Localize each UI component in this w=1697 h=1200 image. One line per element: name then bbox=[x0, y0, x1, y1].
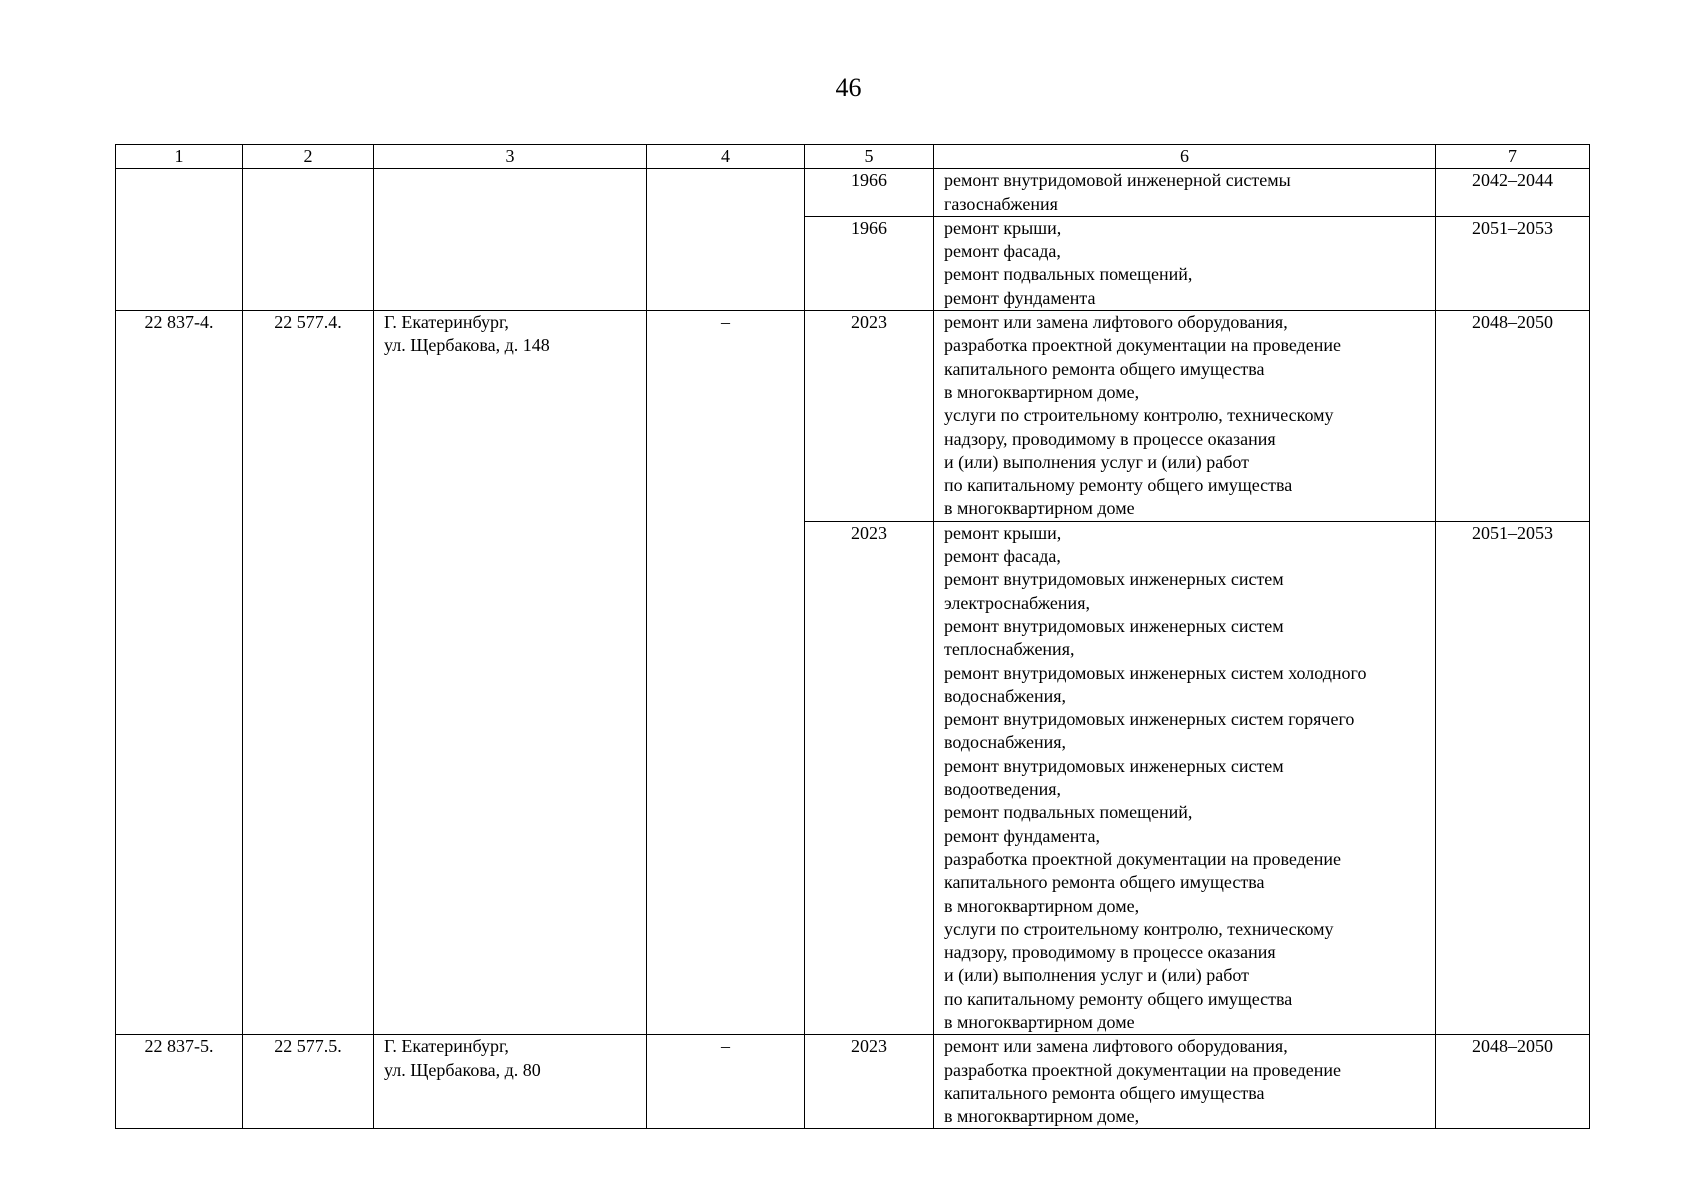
header-col-3: 3 bbox=[374, 145, 647, 169]
work-item: по капитальному ремонту общего имущества bbox=[944, 475, 1293, 496]
address-cell bbox=[374, 311, 647, 1035]
page-number: 46 bbox=[835, 73, 862, 102]
address-line: Г. Екатеринбург, bbox=[384, 1036, 509, 1057]
work-item: в многоквартирном доме, bbox=[944, 381, 1140, 402]
work-item: разработка проектной документации на проведение bbox=[944, 1059, 1342, 1080]
work-item: ремонт фундамента, bbox=[944, 825, 1100, 846]
header-col-5: 5 bbox=[805, 145, 934, 169]
year-cell: 2023 bbox=[805, 1035, 934, 1129]
work-item: водоснабжения, bbox=[944, 685, 1067, 706]
works-cell bbox=[934, 1035, 1436, 1129]
work-item: ремонт внутридомовых инженерных систем горячего bbox=[944, 709, 1355, 730]
work-item: газоснабжения bbox=[944, 193, 1058, 214]
table-row bbox=[116, 169, 1590, 217]
work-item: в многоквартирном доме bbox=[944, 498, 1135, 519]
work-item: в многоквартирном доме, bbox=[944, 895, 1140, 916]
address-line: ул. Щербакова, д. 80 bbox=[384, 1059, 541, 1080]
work-item: разработка проектной документации на проведение bbox=[944, 335, 1342, 356]
work-item: надзору, проводимому в процессе оказания bbox=[944, 428, 1276, 449]
record-number-cell: 22 837-4. bbox=[116, 311, 243, 1035]
year-cell: 2023 bbox=[805, 521, 934, 1035]
header-col-7: 7 bbox=[1436, 145, 1590, 169]
work-item: ремонт внутридомовых инженерных систем bbox=[944, 569, 1284, 590]
work-item: надзору, проводимому в процессе оказания bbox=[944, 942, 1276, 963]
table-row bbox=[116, 1035, 1590, 1129]
work-item: ремонт фундамента bbox=[944, 287, 1096, 308]
work-item: ремонт или замена лифтового оборудования, bbox=[944, 312, 1288, 333]
work-item: водоснабжения, bbox=[944, 732, 1067, 753]
works-cell bbox=[934, 216, 1436, 310]
period-cell: 2048–2050 bbox=[1436, 311, 1590, 522]
work-item: услуги по строительному контролю, техническому bbox=[944, 405, 1334, 426]
column-4-cell: – bbox=[647, 1035, 805, 1129]
work-item: капитального ремонта общего имущества bbox=[944, 358, 1265, 379]
work-item: капитального ремонта общего имущества bbox=[944, 1082, 1265, 1103]
work-item: теплоснабжения, bbox=[944, 639, 1075, 660]
work-item: разработка проектной документации на проведение bbox=[944, 848, 1342, 869]
works-cell bbox=[934, 521, 1436, 1035]
work-item: ремонт внутридомовой инженерной системы bbox=[944, 170, 1291, 191]
period-cell: 2048–2050 bbox=[1436, 1035, 1590, 1129]
year-cell: 1966 bbox=[805, 169, 934, 217]
header-col-1: 1 bbox=[116, 145, 243, 169]
work-item: ремонт внутридомовых инженерных систем bbox=[944, 755, 1284, 776]
record-number-cell bbox=[116, 169, 243, 311]
works-cell bbox=[934, 169, 1436, 217]
work-item: ремонт внутридомовых инженерных систем bbox=[944, 615, 1284, 636]
period-cell: 2051–2053 bbox=[1436, 216, 1590, 310]
work-item: капитального ремонта общего имущества bbox=[944, 872, 1265, 893]
header-col-2: 2 bbox=[243, 145, 374, 169]
work-item: ремонт подвальных помещений, bbox=[944, 802, 1193, 823]
year-cell: 1966 bbox=[805, 216, 934, 310]
work-item: и (или) выполнения услуг и (или) работ bbox=[944, 451, 1250, 472]
header-row bbox=[116, 145, 1590, 169]
work-item: ремонт подвальных помещений, bbox=[944, 264, 1193, 285]
work-item: ремонт или замена лифтового оборудования, bbox=[944, 1036, 1288, 1057]
work-item: ремонт фасада, bbox=[944, 241, 1061, 262]
header-col-4: 4 bbox=[647, 145, 805, 169]
work-item: водоотведения, bbox=[944, 779, 1061, 800]
house-number-cell: 22 577.5. bbox=[243, 1035, 374, 1129]
work-item: и (или) выполнения услуг и (или) работ bbox=[944, 965, 1250, 986]
house-number-cell bbox=[243, 169, 374, 311]
work-item: электроснабжения, bbox=[944, 592, 1090, 613]
column-4-cell bbox=[647, 169, 805, 311]
work-item: ремонт фасада, bbox=[944, 546, 1061, 567]
capital-repair-table bbox=[115, 144, 1590, 1129]
address-cell bbox=[374, 1035, 647, 1129]
header-col-6: 6 bbox=[934, 145, 1436, 169]
column-4-cell: – bbox=[647, 311, 805, 1035]
work-item: ремонт внутридомовых инженерных систем холодного bbox=[944, 662, 1367, 683]
works-cell bbox=[934, 311, 1436, 522]
work-item: услуги по строительному контролю, техническому bbox=[944, 918, 1334, 939]
address-line: Г. Екатеринбург, bbox=[384, 312, 509, 333]
work-item: ремонт крыши, bbox=[944, 217, 1062, 238]
table-body bbox=[116, 169, 1590, 1129]
address-cell bbox=[374, 169, 647, 311]
period-cell: 2042–2044 bbox=[1436, 169, 1590, 217]
work-item: ремонт крыши, bbox=[944, 522, 1062, 543]
record-number-cell: 22 837-5. bbox=[116, 1035, 243, 1129]
work-item: по капитальному ремонту общего имущества bbox=[944, 988, 1293, 1009]
address-line: ул. Щербакова, д. 148 bbox=[384, 335, 550, 356]
period-cell: 2051–2053 bbox=[1436, 521, 1590, 1035]
house-number-cell: 22 577.4. bbox=[243, 311, 374, 1035]
work-item: в многоквартирном доме, bbox=[944, 1106, 1140, 1127]
year-cell: 2023 bbox=[805, 311, 934, 522]
table-row bbox=[116, 311, 1590, 522]
work-item: в многоквартирном доме bbox=[944, 1011, 1135, 1032]
